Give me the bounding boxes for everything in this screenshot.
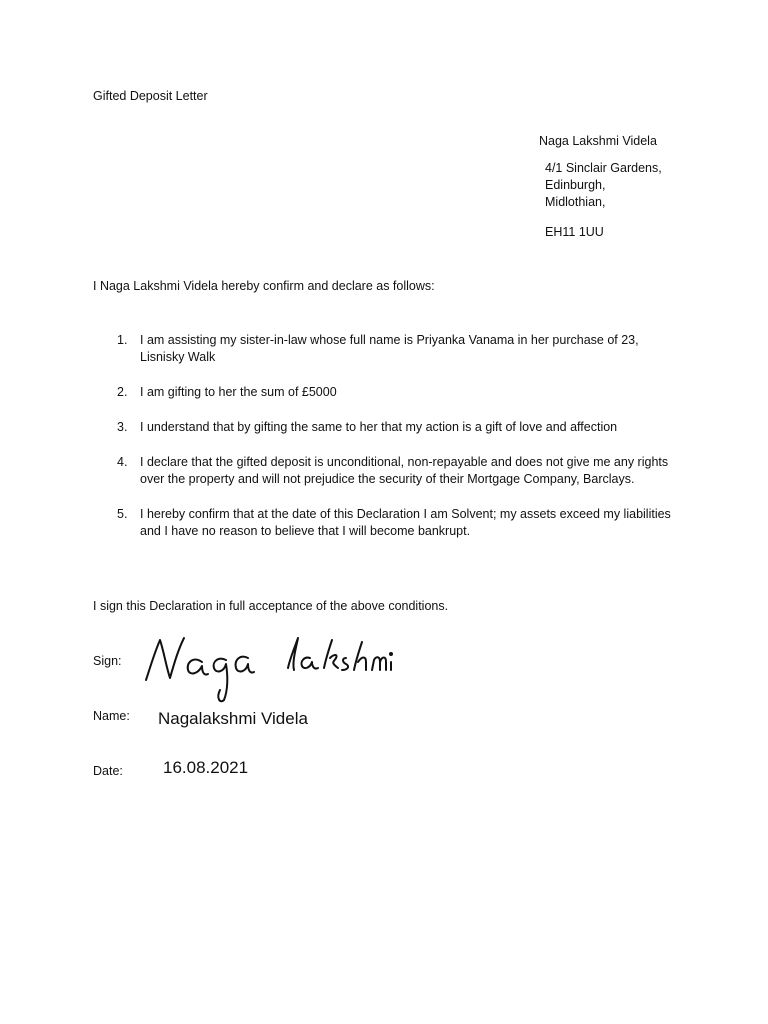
sender-postcode: EH11 1UU <box>545 225 604 239</box>
declarations-list <box>93 332 673 558</box>
declaration-item <box>93 384 673 401</box>
closing-statement: I sign this Declaration in full acceptance of the above conditions. <box>93 599 449 613</box>
declaration-item <box>93 419 673 436</box>
date-value: 16.08.2021 <box>163 758 249 777</box>
address-line: 4/1 Sinclair Gardens, <box>545 161 662 175</box>
name-value: Nagalakshmi Videla <box>158 709 308 728</box>
declaration-text: I hereby confirm that at the date of this Declaration I am Solvent; my assets exceed my liabilities and I have no reason to believe that I will become bankrupt. <box>140 507 671 538</box>
declaration-number: 5. <box>117 507 128 521</box>
declaration-item <box>93 332 673 366</box>
declaration-number: 4. <box>117 455 128 469</box>
declaration-text: I am gifting to her the sum of £5000 <box>140 385 337 399</box>
intro-statement: I Naga Lakshmi Videla hereby confirm and declare as follows: <box>93 279 435 293</box>
declaration-number: 1. <box>117 333 128 347</box>
declaration-text: I am assisting my sister-in-law whose full name is Priyanka Vanama in her purchase of 23, Lisnisky Walk <box>140 333 639 364</box>
letter-title: Gifted Deposit Letter <box>93 89 208 103</box>
handwritten-signature <box>140 628 395 706</box>
sign-label: Sign: <box>93 654 122 668</box>
date-label: Date: <box>93 764 123 778</box>
name-label: Name: <box>93 709 130 723</box>
declaration-number: 3. <box>117 420 128 434</box>
declaration-text: I declare that the gifted deposit is unconditional, non-repayable and does not give me any rights over the property and will not prejudice the security of their Mortgage Company, Barclays. <box>140 455 669 486</box>
declaration-item <box>93 454 673 488</box>
declaration-item <box>93 506 673 540</box>
sender-name: Naga Lakshmi Videla <box>539 134 657 148</box>
declaration-text: I understand that by gifting the same to her that my action is a gift of love and affection <box>140 420 618 434</box>
sender-address <box>545 160 662 211</box>
declaration-number: 2. <box>117 385 128 399</box>
address-line: Edinburgh, <box>545 178 606 192</box>
address-line: Midlothian, <box>545 195 606 209</box>
